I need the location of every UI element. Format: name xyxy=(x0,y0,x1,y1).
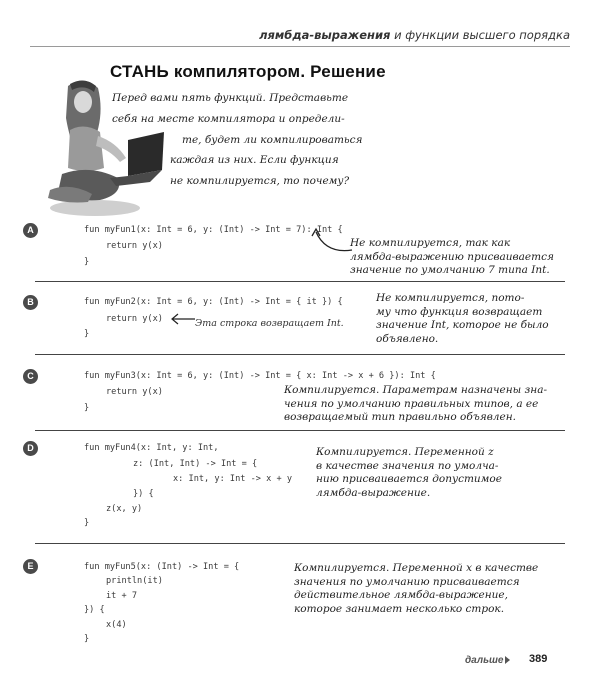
code-line: x: Int, y: Int -> x + y xyxy=(173,474,292,484)
code-line: fun myFun5(x: (Int) -> Int = { xyxy=(84,562,240,572)
explanation-note: Не компилируется, пото- му что функция возвращает значение Int, которое не было объявлено. xyxy=(376,292,549,345)
next-page-link[interactable]: дальше xyxy=(465,655,504,666)
code-line: } xyxy=(84,329,90,339)
code-line: } xyxy=(84,634,90,644)
explanation-note: Компилируется. Переменной x в качестве значения по умолчанию присваивается действительное лямбда-выражение, которое занимает несколько строк. xyxy=(294,562,539,615)
section-divider xyxy=(35,543,565,544)
section-badge-e: E xyxy=(23,559,38,574)
page-title: СТАНЬ компилятором. Решение xyxy=(110,62,386,81)
left-arrow-icon xyxy=(170,313,196,325)
intro-line: не компилируется, то почему? xyxy=(170,175,350,187)
section-badge-b: B xyxy=(23,295,38,310)
page-number: 389 xyxy=(529,653,548,665)
running-header-bold: лямбда-выражения xyxy=(259,28,391,42)
code-line: it + 7 xyxy=(106,591,138,601)
code-line: }) { xyxy=(84,605,105,615)
section-badge-c: C xyxy=(23,369,38,384)
code-line: fun myFun1(x: Int = 6, y: (Int) -> Int = 7): Int { xyxy=(84,225,343,235)
intro-line: Перед вами пять функций. Представьте xyxy=(112,92,349,104)
explanation-note: Компилируется. Переменной z в качестве значения по умолча- нию присваивается допустимое лямбда-выражение. xyxy=(316,446,502,499)
code-line: } xyxy=(84,403,90,413)
code-line: fun myFun2(x: Int = 6, y: (Int) -> Int = { it }) { xyxy=(84,297,343,307)
intro-line: себя на месте компилятора и определи- xyxy=(112,113,345,125)
curved-arrow-icon xyxy=(306,226,356,256)
section-divider xyxy=(35,430,565,431)
code-line: } xyxy=(84,518,90,528)
code-line: z: (Int, Int) -> Int = { xyxy=(133,459,258,469)
section-divider xyxy=(35,354,565,355)
header-rule xyxy=(30,46,570,47)
running-header xyxy=(259,28,570,42)
code-line: println(it) xyxy=(106,576,163,586)
code-line: } xyxy=(84,257,90,267)
section-badge-d: D xyxy=(23,441,38,456)
code-line: z(x, y) xyxy=(106,504,143,514)
code-line: return y(x) xyxy=(106,314,163,324)
intro-line: те, будет ли компилироваться xyxy=(182,134,363,146)
code-line: return y(x) xyxy=(106,387,163,397)
code-line: }) { xyxy=(133,489,154,499)
code-line: return y(x) xyxy=(106,241,163,251)
inline-note: Эта строка возвращает Int. xyxy=(195,318,344,329)
code-line: x(4) xyxy=(106,620,127,630)
code-line: fun myFun4(x: Int, y: Int, xyxy=(84,443,219,453)
next-arrow-icon[interactable] xyxy=(505,656,510,664)
explanation-note: Не компилируется, так как лямбда-выражению присваивается значение по умолчанию 7 типа Int. xyxy=(350,237,554,276)
intro-line: каждая из них. Если функция xyxy=(170,154,339,166)
section-badge-a: A xyxy=(23,223,38,238)
explanation-note: Компилируется. Параметрам назначены зна- чения по умолчанию правильных типов, а ее возвращаемый тип правильно объявлен. xyxy=(284,384,547,423)
running-header-rest: и функции высшего порядка xyxy=(390,28,570,42)
section-divider xyxy=(35,281,565,282)
code-line: fun myFun3(x: Int = 6, y: (Int) -> Int = { x: Int -> x + 6 }): Int { xyxy=(84,371,436,381)
